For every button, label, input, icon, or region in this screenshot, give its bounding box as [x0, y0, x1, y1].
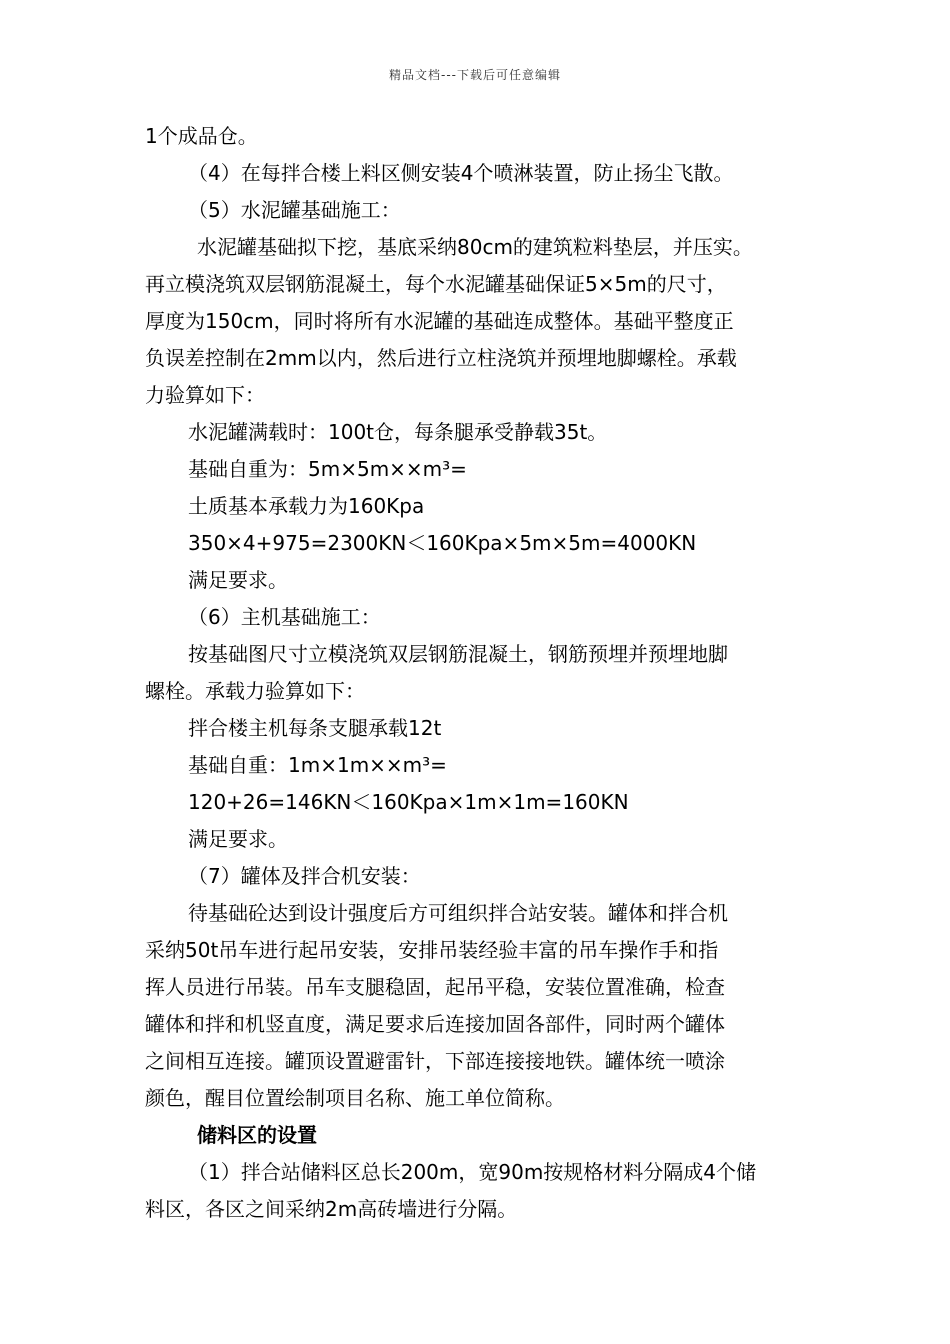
text-line: 水泥罐满载时：100t仓，每条腿承受静载35t。	[188, 420, 608, 444]
text-line: （4）在每拌合楼上料区侧安装4个喷淋装置，防止扬尘飞散。	[188, 161, 734, 185]
text-line: 负误差控制在2mm以内，然后进行立柱浇筑并预埋地脚螺栓。承载	[145, 346, 737, 370]
text-line: 满足要求。	[188, 827, 288, 851]
text-line: 挥人员进行吊装。吊车支腿稳固，起吊平稳，安装位置准确，检查	[145, 975, 725, 999]
text-line: （1）拌合站储料区总长200m，宽90m按规格材料分隔成4个储	[188, 1160, 757, 1184]
text-line: （7）罐体及拌合机安装：	[188, 864, 421, 888]
text-line: 1个成品仓。	[145, 124, 258, 148]
text-line: 基础自重：1m×1m××m³=	[188, 753, 447, 777]
text-line: 力验算如下：	[145, 383, 265, 407]
text-line: 120+26=146KN＜160Kpa×1m×1m=160KN	[188, 790, 629, 814]
text-line: 350×4+975=2300KN＜160Kpa×5m×5m=4000KN	[188, 531, 697, 555]
text-line: 基础自重为：5m×5m××m³=	[188, 457, 467, 481]
text-line: 之间相互连接。罐顶设置避雷针，下部连接接地铁。罐体统一喷涂	[145, 1049, 725, 1073]
text-line: 罐体和拌和机竖直度，满足要求后连接加固各部件，同时两个罐体	[145, 1012, 725, 1036]
document-body	[145, 118, 815, 1228]
text-line: 采纳50t吊车进行起吊安装，安排吊装经验丰富的吊车操作手和指	[145, 938, 719, 962]
text-line: 颜色，醒目位置绘制项目名称、施工单位简称。	[145, 1086, 565, 1110]
text-line: 拌合楼主机每条支腿承载12t	[188, 716, 442, 740]
text-line: 料区，各区之间采纳2m高砖墙进行分隔。	[145, 1197, 518, 1221]
section-heading: 储料区的设置	[197, 1123, 317, 1147]
text-line: 按基础图尺寸立模浇筑双层钢筋混凝土，钢筋预埋并预埋地脚	[188, 642, 728, 666]
text-line: 水泥罐基础拟下挖，基底采纳80cm的建筑粒料垫层，并压实。	[197, 235, 753, 259]
text-line: 待基础砼达到设计强度后方可组织拌合站安装。罐体和拌合机	[188, 901, 728, 925]
text-line: 满足要求。	[188, 568, 288, 592]
text-line: （5）水泥罐基础施工：	[188, 198, 401, 222]
page-header: 精品文档---下载后可任意编辑	[389, 68, 561, 82]
text-line: 再立模浇筑双层钢筋混凝土，每个水泥罐基础保证5×5m的尺寸，	[145, 272, 727, 296]
text-line: 土质基本承载力为160Kpa	[188, 494, 425, 518]
text-line: 厚度为150cm，同时将所有水泥罐的基础连成整体。基础平整度正	[145, 309, 734, 333]
text-line: （6）主机基础施工：	[188, 605, 381, 629]
text-line: 螺栓。承载力验算如下：	[145, 679, 365, 703]
